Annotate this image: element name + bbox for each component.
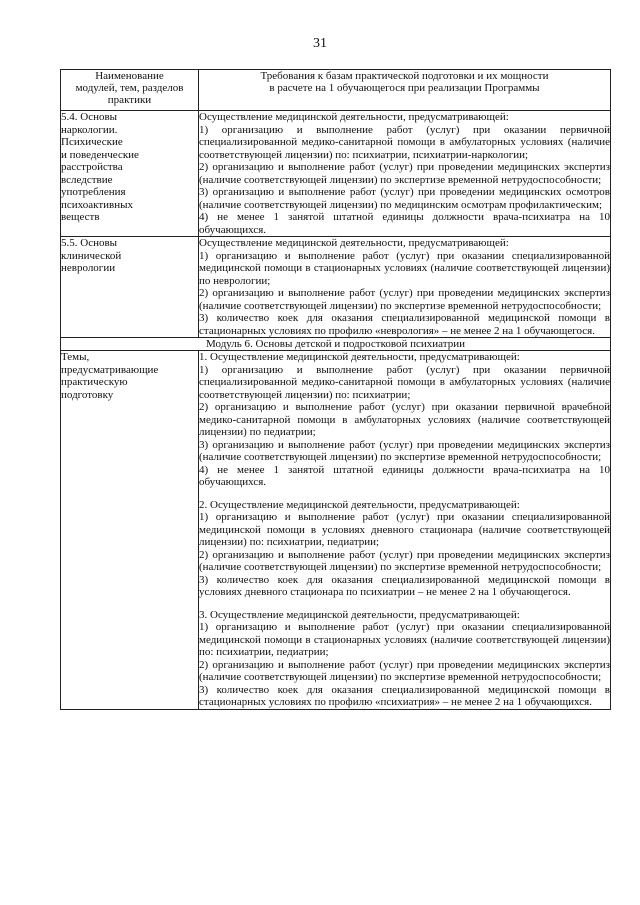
topic-line: употребления xyxy=(61,186,126,198)
requirement-item: 1) организацию и выполнение работ (услуг) при оказании специализированной медицинской помощи в стационарных условиях (наличие соответствующей лицензии) по: психиатрии, педиатрии; xyxy=(199,621,610,658)
requirement-item: 2) организацию и выполнение работ (услуг) при проведении медицинских экспертиз (наличие соответствующей лицензии) по экспертизе временной нетрудоспособности; xyxy=(199,161,610,186)
topic-line: 5.5. Основы xyxy=(61,237,118,249)
topic-line: наркологии. xyxy=(61,123,118,136)
topic-line: и поведенческие xyxy=(61,148,139,161)
requirement-item: 3) организацию и выполнение работ (услуг) при проведении медицинских осмотров (наличие соответствующей лицензии) по медицинским осмотрам профилактическим; xyxy=(199,186,610,211)
topic-line: клинической xyxy=(61,249,122,262)
topic-cell xyxy=(61,111,199,237)
requirement-item: 2) организацию и выполнение работ (услуг) при проведении медицинских экспертиз (наличие соответствующей лицензии) по экспертизе временной нетрудоспособности; xyxy=(199,548,610,573)
requirement-item: 2) организацию и выполнение работ (услуг) при проведении медицинских экспертиз (наличие соответствующей лицензии) по экспертизе временной нетрудоспособности; xyxy=(199,287,610,312)
page-number: 31 xyxy=(313,36,327,51)
block-spacer xyxy=(199,489,610,499)
header-col-modules xyxy=(61,70,199,111)
topic-line: психоактивных xyxy=(61,198,133,211)
topic-line: веществ xyxy=(61,211,100,223)
topic-cell xyxy=(61,237,199,338)
requirement-item: 3) количество коек для оказания специализированной медицинской помощи в условиях дневного стационара по психиатрии – не менее 2 на 1 обучающегося. xyxy=(199,573,610,598)
header-col1-line: модулей, тем, разделов xyxy=(75,82,184,94)
table-row xyxy=(61,351,611,710)
header-col1-line: Наименование xyxy=(95,70,164,82)
requirement-item: 3) организацию и выполнение работ (услуг) при проведении медицинских экспертиз (наличие соответствующей лицензии) по экспертизе временной нетрудоспособности; xyxy=(199,438,610,463)
topic-cell xyxy=(61,351,199,710)
requirement-item: 1) организацию и выполнение работ (услуг) при оказании первичной специализированной медико-санитарной помощи в амбулаторных условиях (наличие соответствующей лицензии) по: психиатрии, психиатрии-наркологии; xyxy=(199,123,610,161)
requirement-item: 4) не менее 1 занятой штатной единицы должности врача-психиатра на 10 обучающихся. xyxy=(199,211,610,236)
requirement-item: 1) организацию и выполнение работ (услуг) при оказании первичной специализированной медико-санитарной помощи в амбулаторных условиях (наличие соответствующей лицензии) по: психиатрии; xyxy=(199,363,610,401)
requirements-table xyxy=(60,69,611,710)
topic-line: Темы, xyxy=(61,351,90,363)
block-spacer xyxy=(199,599,610,609)
topic-line: предусматривающие xyxy=(61,363,159,376)
requirements-cell xyxy=(199,111,611,237)
header-col-requirements xyxy=(199,70,611,111)
module-title: Модуль 6. Основы детской и подростковой психиатрии xyxy=(61,338,611,351)
topic-line: неврологии xyxy=(61,262,116,274)
header-col2-line: Требования к базам практической подготовки и их мощности xyxy=(260,70,549,82)
topic-line: Психические xyxy=(61,136,123,148)
table-header-row xyxy=(61,70,611,111)
requirements-cell xyxy=(199,351,611,710)
requirement-item: 1) организацию и выполнение работ (услуг) при оказании специализированной медицинской помощи в стационарных условиях (наличие соответствующей лицензии) по неврологии; xyxy=(199,249,610,287)
requirement-item: 3. Осуществление медицинской деятельности, предусматривающей: xyxy=(199,608,520,621)
requirement-item: Осуществление медицинской деятельности, предусматривающей: xyxy=(199,237,509,249)
topic-line: 5.4. Основы xyxy=(61,111,118,123)
topic-line: вследствие xyxy=(61,173,113,186)
requirement-item: 3) количество коек для оказания специализированной медицинской помощи в стационарных условиях по профилю «неврология» – не менее 2 на 1 обучающегося. xyxy=(199,312,610,337)
requirement-item: 1. Осуществление медицинской деятельности, предусматривающей: xyxy=(199,351,520,363)
table-row xyxy=(61,237,611,338)
requirement-item: 4) не менее 1 занятой штатной единицы должности врача-психиатра на 10 обучающихся. xyxy=(199,463,610,488)
requirement-item: 1) организацию и выполнение работ (услуг) при оказании специализированной медицинской помощи в условиях дневного стационара (наличие соответствующей лицензии) по: психиатрии, педиатрии; xyxy=(199,511,610,548)
requirement-item: 2. Осуществление медицинской деятельности, предусматривающей: xyxy=(199,498,520,511)
header-col2-line: в расчете на 1 обучающегося при реализации Программы xyxy=(269,82,540,94)
topic-line: практическую xyxy=(61,376,128,388)
topic-line: расстройства xyxy=(61,161,123,173)
requirement-item: Осуществление медицинской деятельности, предусматривающей: xyxy=(199,111,509,123)
requirement-item: 2) организацию и выполнение работ (услуг) при оказании первичной врачебной медико-санитарной помощи в амбулаторных условиях (наличие соответствующей лицензии) по педиатрии; xyxy=(199,401,610,438)
requirement-item: 3) количество коек для оказания специализированной медицинской помощи в стационарных условиях по профилю «психиатрия» – не менее 2 на 1 обучающихся. xyxy=(199,683,610,708)
module-title-row xyxy=(61,338,611,351)
header-col1-line: практики xyxy=(107,94,152,106)
requirement-item: 2) организацию и выполнение работ (услуг) при проведении медицинских экспертиз (наличие соответствующей лицензии) по экспертизе временной нетрудоспособности; xyxy=(199,658,610,683)
requirements-cell xyxy=(199,237,611,338)
topic-line: подготовку xyxy=(61,388,114,401)
table-row xyxy=(61,111,611,237)
